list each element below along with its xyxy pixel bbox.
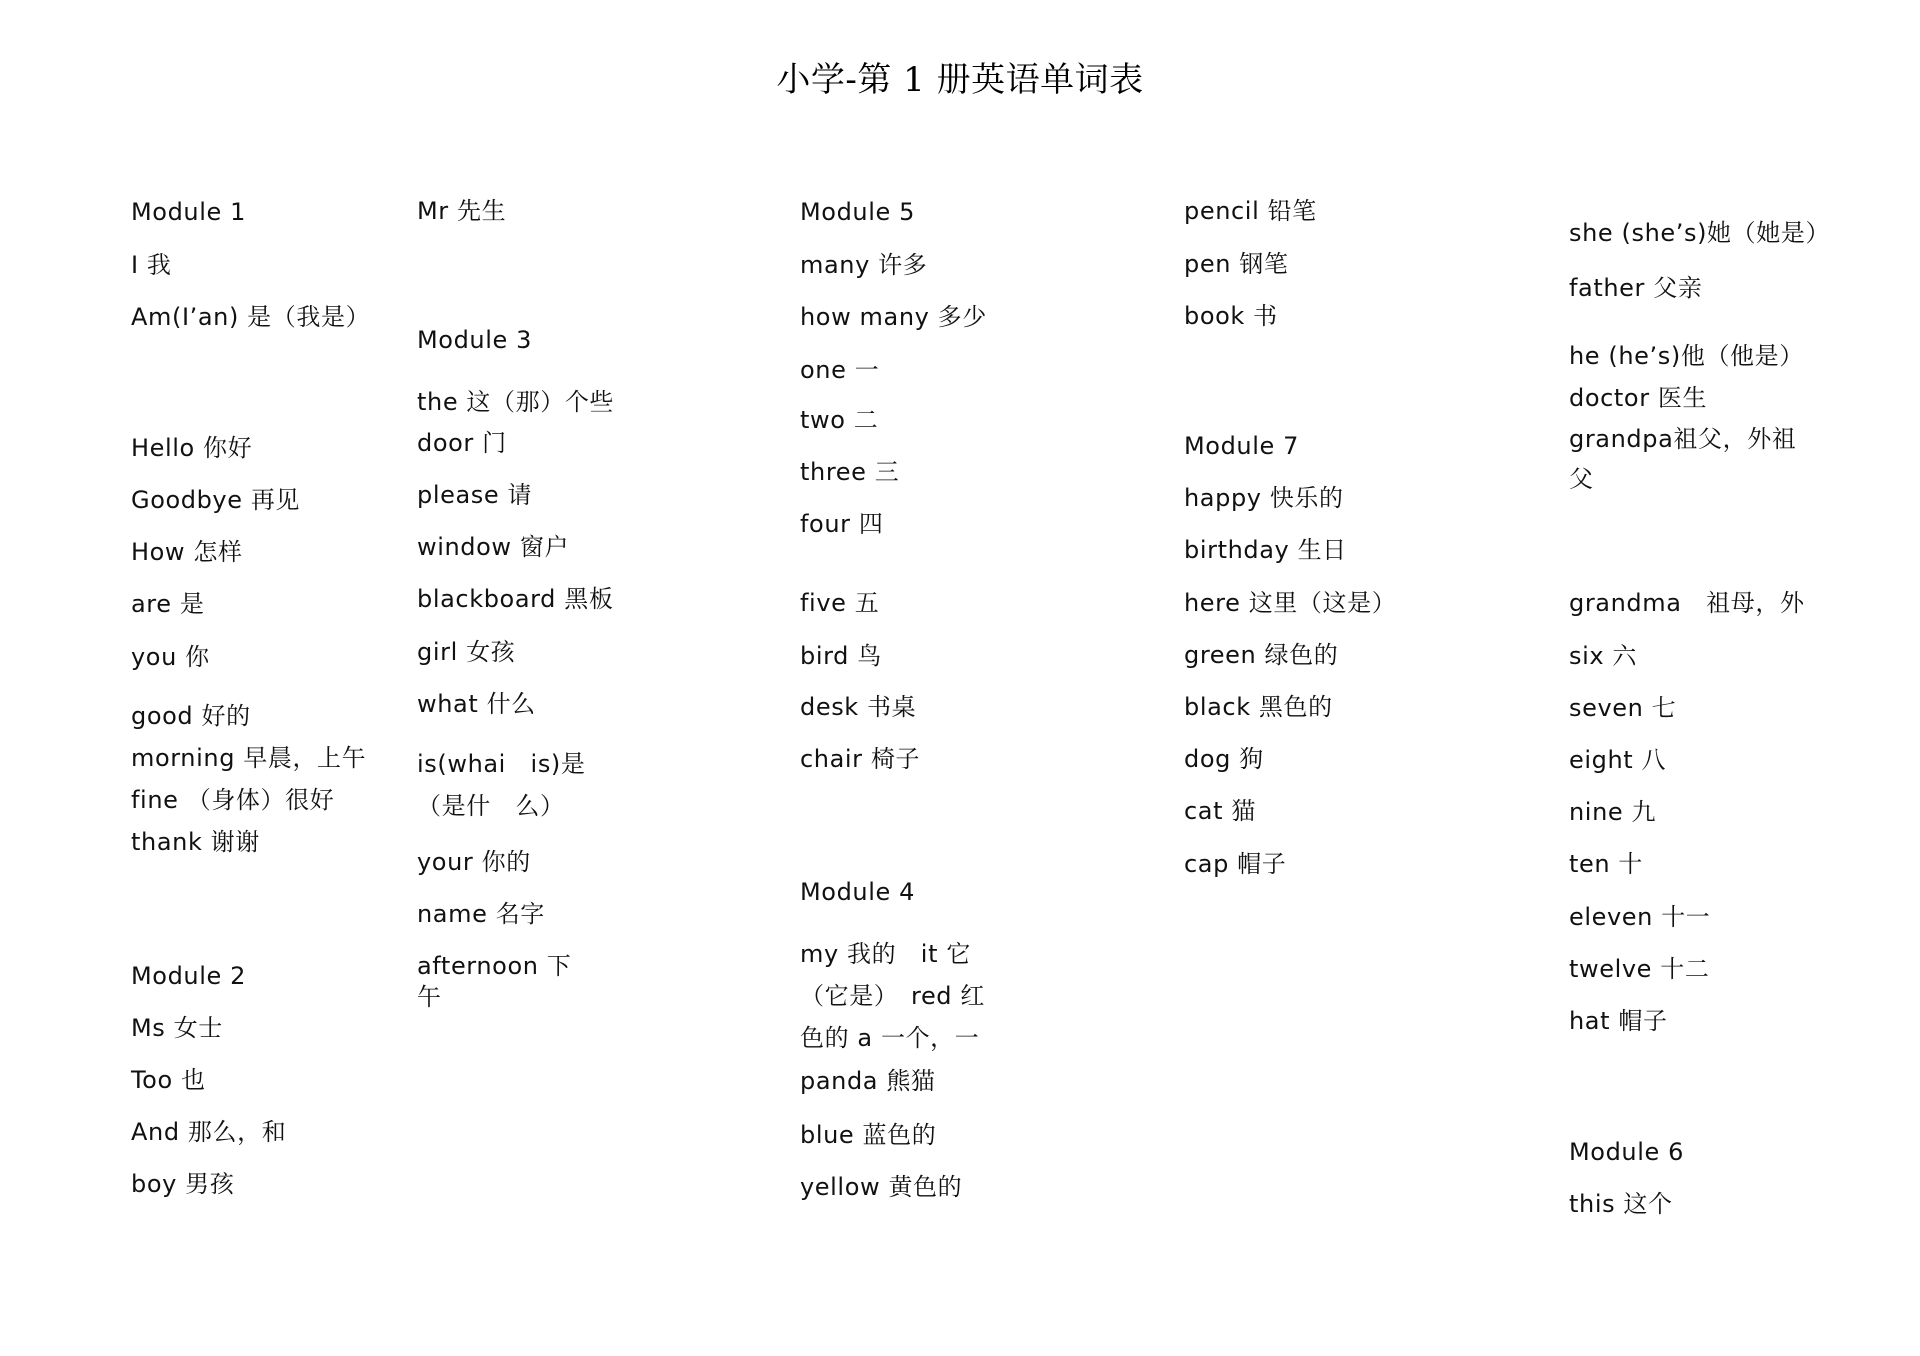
vocab-line: you 你	[131, 643, 210, 671]
vocab-line: your 你的	[417, 848, 531, 876]
vocab-line: panda 熊猫	[800, 1067, 936, 1095]
vocab-line: grandma 祖母，外	[1569, 589, 1805, 617]
vocab-line: Am(I’an) 是（我是）	[131, 303, 371, 331]
vocab-line: five 五	[800, 589, 880, 617]
vocab-line: blackboard 黑板	[417, 585, 614, 613]
vocab-line: 色的 a 一个，一	[800, 1024, 980, 1052]
vocab-line: girl 女孩	[417, 638, 516, 666]
vocab-line: how many 多少	[800, 303, 987, 331]
vocab-line: green 绿色的	[1184, 641, 1339, 669]
vocab-line: are 是	[131, 590, 205, 618]
vocab-line: many 许多	[800, 251, 928, 279]
vocab-line: Module 2	[131, 962, 246, 990]
vocab-line: book 书	[1184, 302, 1278, 330]
vocab-line: my 我的 it 它	[800, 940, 971, 968]
vocab-line: Hello 你好	[131, 434, 253, 462]
vocab-line: And 那么，和	[131, 1118, 287, 1146]
vocab-line: window 窗户	[417, 533, 570, 561]
vocab-line: six 六	[1569, 642, 1638, 670]
vocab-line: father 父亲	[1569, 274, 1703, 302]
vocab-line: chair 椅子	[800, 745, 921, 773]
vocab-line: name 名字	[417, 900, 545, 928]
vocab-line: afternoon 下	[417, 952, 572, 980]
vocab-line: Ms 女士	[131, 1014, 223, 1042]
vocab-line: pencil 铅笔	[1184, 197, 1317, 225]
vocab-line: two 二	[800, 406, 879, 434]
vocab-line: bird 鸟	[800, 642, 882, 670]
vocab-line: Mr 先生	[417, 197, 507, 225]
vocab-line: nine 九	[1569, 798, 1657, 826]
vocab-line: this 这个	[1569, 1190, 1673, 1218]
vocab-line: here 这里（这是）	[1184, 589, 1397, 617]
vocab-line: twelve 十二	[1569, 955, 1710, 983]
vocab-line: grandpa祖父，外祖	[1569, 425, 1797, 453]
vocab-line: fine （身体）很好	[131, 786, 335, 814]
vocab-line: （是什 么）	[417, 792, 565, 820]
vocab-line: pen 钢笔	[1184, 250, 1289, 278]
vocab-line: Goodbye 再见	[131, 486, 301, 514]
vocab-line: good 好的	[131, 702, 251, 730]
vocab-line: （它是） red 红	[800, 982, 985, 1010]
vocab-line: 父	[1569, 465, 1594, 493]
vocab-line: boy 男孩	[131, 1170, 235, 1198]
vocab-line: what 什么	[417, 690, 536, 718]
vocab-line: Module 1	[131, 198, 246, 226]
vocab-line: happy 快乐的	[1184, 484, 1344, 512]
vocab-line: please 请	[417, 481, 533, 509]
vocab-line: I 我	[131, 251, 172, 279]
vocab-line: yellow 黄色的	[800, 1173, 963, 1201]
vocab-line: desk 书桌	[800, 693, 917, 721]
vocab-line: he (he’s)他（他是）	[1569, 342, 1804, 370]
vocab-line: thank 谢谢	[131, 828, 260, 856]
vocab-line: seven 七	[1569, 694, 1677, 722]
vocab-line: Module 7	[1184, 432, 1299, 460]
vocab-line: Module 4	[800, 878, 915, 906]
vocab-line: How 怎样	[131, 538, 243, 566]
vocab-line: black 黑色的	[1184, 693, 1333, 721]
vocab-line: eleven 十一	[1569, 903, 1711, 931]
page-title: 小学-第 1 册英语单词表	[776, 60, 1144, 100]
vocab-line: hat 帽子	[1569, 1007, 1668, 1035]
vocab-line: doctor 医生	[1569, 384, 1708, 412]
vocab-line: Module 5	[800, 198, 915, 226]
vocab-line: three 三	[800, 458, 900, 486]
vocab-line: birthday 生日	[1184, 536, 1347, 564]
vocab-line: cap 帽子	[1184, 850, 1287, 878]
vocab-line: Too 也	[131, 1066, 206, 1094]
vocab-line: Module 6	[1569, 1138, 1684, 1166]
vocab-line: dog 狗	[1184, 745, 1264, 773]
vocab-line: she (she’s)她（她是）	[1569, 219, 1831, 247]
vocab-line: 午	[417, 983, 442, 1011]
vocab-line: is(whai is)是	[417, 750, 586, 778]
vocab-line: cat 猫	[1184, 797, 1256, 825]
vocab-line: door 门	[417, 429, 507, 457]
vocab-line: morning 早晨，上午	[131, 744, 367, 772]
vocab-line: one 一	[800, 356, 880, 384]
vocab-line: ten 十	[1569, 850, 1644, 878]
vocab-line: Module 3	[417, 326, 532, 354]
vocab-line: the 这（那）个些	[417, 388, 615, 416]
vocab-line: blue 蓝色的	[800, 1121, 937, 1149]
vocab-line: eight 八	[1569, 746, 1667, 774]
vocab-line: four 四	[800, 510, 884, 538]
